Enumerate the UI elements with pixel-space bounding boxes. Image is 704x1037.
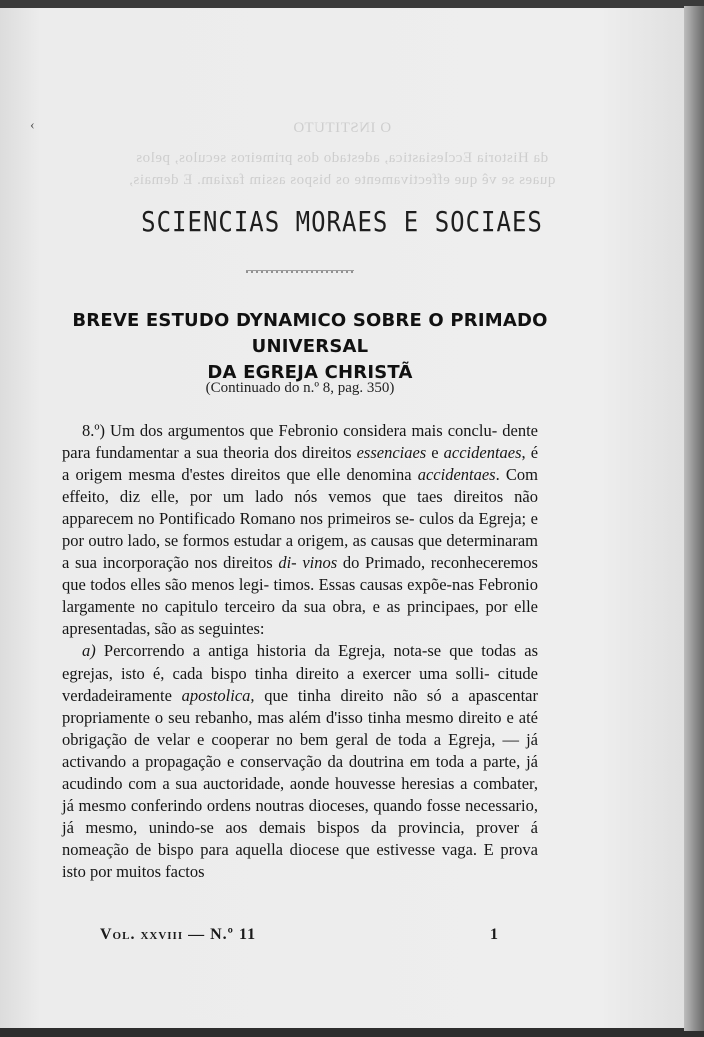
paragraph-2: a) Percorrendo a antiga historia da Egreja, nota-se que todas as egrejas, isto é, cada bispo tinha direito a exercer uma solli- citude verdadeiramente apostolica, que tinha direito não só a apascentar propriamente o seu rebanho, mas além d'isso tinha mesmo direito e até obrigação de velar e cooperar no bem geral de toda a Egreja, — já activando a propagação e conservação da doutrina em toda a parte, já acudindo com a sua auctoridade, aonde houvesse heresias a combater, já mesmo conferindo ordens noutras dioceses, quando fosse necessario, já mesmo, unindo-se aos demais bispos da provincia, prover á nomeação de bispo para aquella diocese que estivesse vaga. E prova isto por muitos factos	[62, 641, 538, 881]
paragraph-1: 8.º) Um dos argumentos que Febronio considera mais conclu- dente para fundamentar a sua theoria dos direitos essenciaes e accidentaes, é a origem mesma d'estes direitos que elle denomina accidentaes. Com effeito, diz elle, por um lado nós vemos que taes direitos não apparecem no Pontificado Romano nos primeiros se- culos da Egreja; e por outro lado, se formos estudar a origem, as causas que determinaram a sua incorporação nos direitos di- vinos do Primado, reconheceremos que todos elles são menos legi- timos. Essas causas expõe-nas Febronio largamente no capitulo terceiro da sua obra, e as principaes, por elle apresentadas, são as seguintes:	[62, 421, 539, 639]
scan-top-edge	[0, 0, 704, 8]
page-stack-edge	[684, 6, 704, 1031]
margin-mark: ‹	[30, 118, 35, 133]
article-title-line-2: DA EGREJA CHRISTÃ	[207, 362, 413, 383]
book-page	[0, 8, 684, 1028]
signature-mark: 1	[490, 926, 498, 943]
bleed-through-line: quaes se vê que effectivamente os bispos assim faziam. E demais,	[128, 172, 556, 188]
volume-number: Vol. xxviii — N.º 11	[100, 926, 257, 943]
bleed-through-line: O INSTITUTO	[292, 120, 392, 136]
ornament-rule	[246, 270, 354, 273]
continuation-note: (Continuado do n.º 8, pag. 350)	[205, 380, 395, 396]
section-title: SCIENCIAS MORAES E SOCIAES	[141, 205, 543, 239]
article-body	[62, 420, 538, 883]
bleed-through-line: da Historia Ecclesiastica, adestado dos primeiros seculos, pelos	[135, 150, 549, 166]
article-title-line-1: BREVE ESTUDO DYNAMICO SOBRE O PRIMADO UNIVERSAL	[72, 310, 548, 357]
article-title	[40, 308, 580, 386]
page-footer	[100, 926, 500, 944]
